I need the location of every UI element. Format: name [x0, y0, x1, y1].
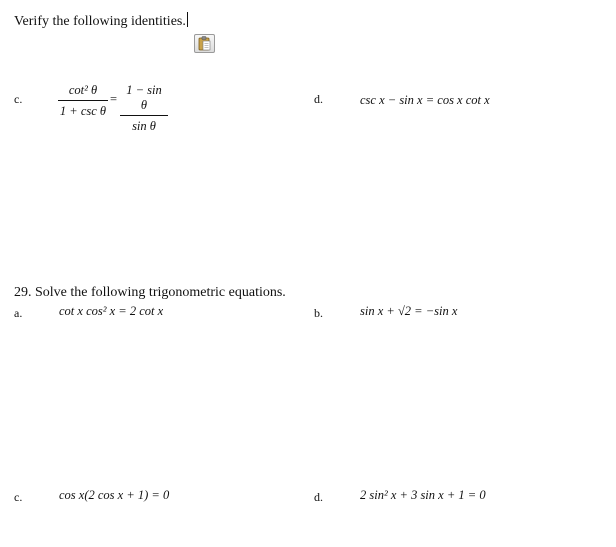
label-verify-c: c. — [14, 92, 23, 106]
rhs-numerator: 1 − sin θ — [120, 83, 168, 116]
label-29-c: c. — [14, 490, 23, 504]
expression-29-d: 2 sin² x + 3 sin x + 1 = 0 — [360, 488, 486, 502]
rhs-denominator: sin θ — [132, 119, 156, 133]
label-verify-d: d. — [314, 92, 323, 106]
equals-sign: = — [110, 92, 118, 106]
lhs-denominator: 1 + csc θ — [59, 104, 107, 118]
fraction-rhs — [120, 83, 168, 134]
expression-29-b: sin x + √2 = −sin x — [360, 304, 458, 318]
label-29-d: d. — [314, 490, 323, 504]
fraction-lhs — [58, 83, 108, 119]
problem-29-title: 29. Solve the following trigonometric equations. — [14, 285, 286, 300]
label-29-b: b. — [314, 306, 323, 320]
expression-verify-d: csc x − sin x = cos x cot x — [360, 93, 490, 107]
heading-text: Verify the following identities. — [14, 14, 186, 29]
label-29-a: a. — [14, 306, 23, 320]
clipboard-glyph — [195, 35, 214, 52]
text-cursor — [187, 12, 188, 27]
clipboard-paste-icon[interactable] — [194, 34, 215, 53]
lhs-numerator: cot² θ — [58, 83, 108, 101]
expression-29-c: cos x(2 cos x + 1) = 0 — [59, 488, 170, 502]
heading-line[interactable] — [14, 12, 188, 30]
expression-29-a: cot x cos² x = 2 cot x — [59, 304, 164, 318]
